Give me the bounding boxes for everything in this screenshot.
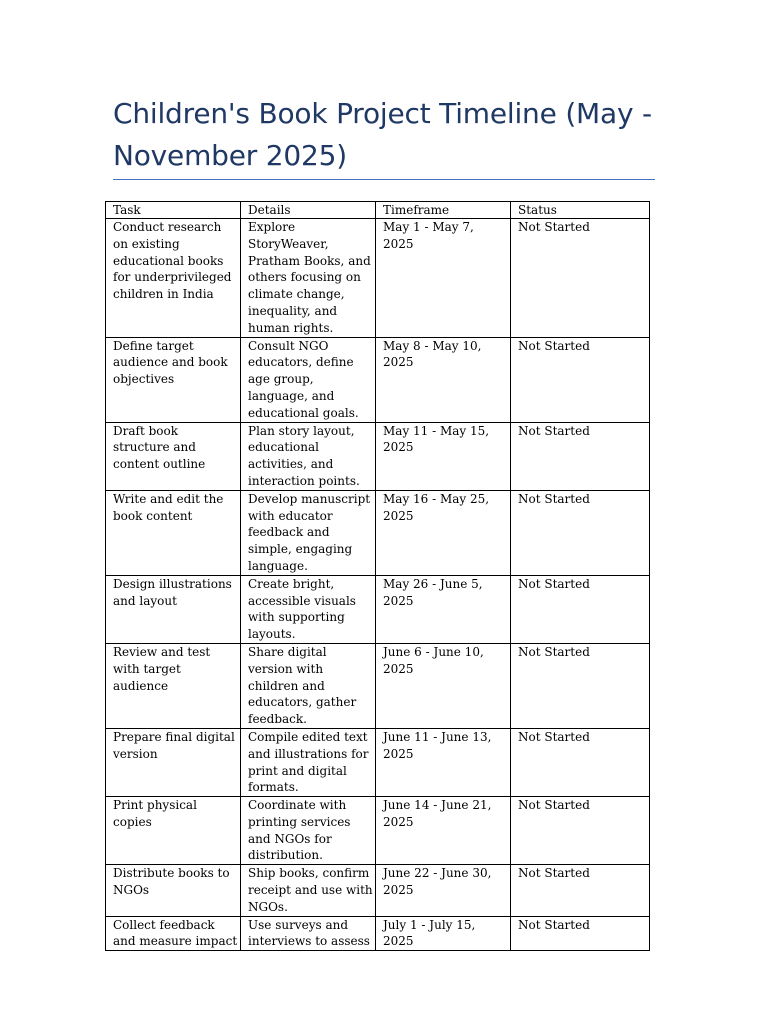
status-cell: Not Started <box>511 575 650 643</box>
details-cell: Explore StoryWeaver, Pratham Books, and others focusing on climate change, inequality, and human rights. <box>241 219 376 338</box>
table-row <box>106 916 650 951</box>
task-cell: Write and edit the book content <box>106 490 241 575</box>
table-row <box>106 865 650 916</box>
status-cell: Not Started <box>511 643 650 728</box>
timeframe-cell: May 11 - May 15, 2025 <box>376 422 511 490</box>
table-row <box>106 797 650 865</box>
timeline-table <box>105 201 650 951</box>
task-cell: Design illustrations and layout <box>106 575 241 643</box>
task-cell: Conduct research on existing educational books for underprivileged children in India <box>106 219 241 338</box>
details-cell: Ship books, confirm receipt and use with NGOs. <box>241 865 376 916</box>
status-cell: Not Started <box>511 219 650 338</box>
title-underline <box>113 179 655 180</box>
details-cell: Create bright, accessible visuals with supporting layouts. <box>241 575 376 643</box>
details-cell: Plan story layout, educational activities, and interaction points. <box>241 422 376 490</box>
header-timeframe: Timeframe <box>376 202 511 219</box>
status-cell: Not Started <box>511 797 650 865</box>
table-row <box>106 575 650 643</box>
timeframe-cell: July 1 - July 15, 2025 <box>376 916 511 951</box>
status-cell: Not Started <box>511 916 650 951</box>
status-cell: Not Started <box>511 422 650 490</box>
details-cell: Use surveys and interviews to assess <box>241 916 376 951</box>
timeframe-cell: June 14 - June 21, 2025 <box>376 797 511 865</box>
timeframe-cell: May 8 - May 10, 2025 <box>376 337 511 422</box>
task-cell: Print physical copies <box>106 797 241 865</box>
status-cell: Not Started <box>511 728 650 796</box>
table-row <box>106 337 650 422</box>
timeframe-cell: June 11 - June 13, 2025 <box>376 728 511 796</box>
table-row <box>106 728 650 796</box>
status-cell: Not Started <box>511 337 650 422</box>
header-details: Details <box>241 202 376 219</box>
task-cell: Review and test with target audience <box>106 643 241 728</box>
table-row <box>106 490 650 575</box>
task-cell: Collect feedback and measure impact <box>106 916 241 951</box>
details-cell: Coordinate with printing services and NGOs for distribution. <box>241 797 376 865</box>
details-cell: Share digital version with children and educators, gather feedback. <box>241 643 376 728</box>
status-cell: Not Started <box>511 490 650 575</box>
status-cell: Not Started <box>511 865 650 916</box>
timeframe-cell: June 22 - June 30, 2025 <box>376 865 511 916</box>
task-cell: Prepare final digital version <box>106 728 241 796</box>
timeframe-cell: May 1 - May 7, 2025 <box>376 219 511 338</box>
task-cell: Distribute books to NGOs <box>106 865 241 916</box>
details-cell: Develop manuscript with educator feedback and simple, engaging language. <box>241 490 376 575</box>
details-cell: Consult NGO educators, define age group, language, and educational goals. <box>241 337 376 422</box>
table-row <box>106 422 650 490</box>
table-row <box>106 219 650 338</box>
details-cell: Compile edited text and illustrations for print and digital formats. <box>241 728 376 796</box>
table-row <box>106 643 650 728</box>
document-title: Children's Book Project Timeline (May - November 2025) <box>113 97 652 172</box>
table-header-row <box>106 202 650 219</box>
timeframe-cell: May 26 - June 5, 2025 <box>376 575 511 643</box>
header-status: Status <box>511 202 650 219</box>
task-cell: Draft book structure and content outline <box>106 422 241 490</box>
task-cell: Define target audience and book objectives <box>106 337 241 422</box>
header-task: Task <box>106 202 241 219</box>
timeframe-cell: June 6 - June 10, 2025 <box>376 643 511 728</box>
timeframe-cell: May 16 - May 25, 2025 <box>376 490 511 575</box>
